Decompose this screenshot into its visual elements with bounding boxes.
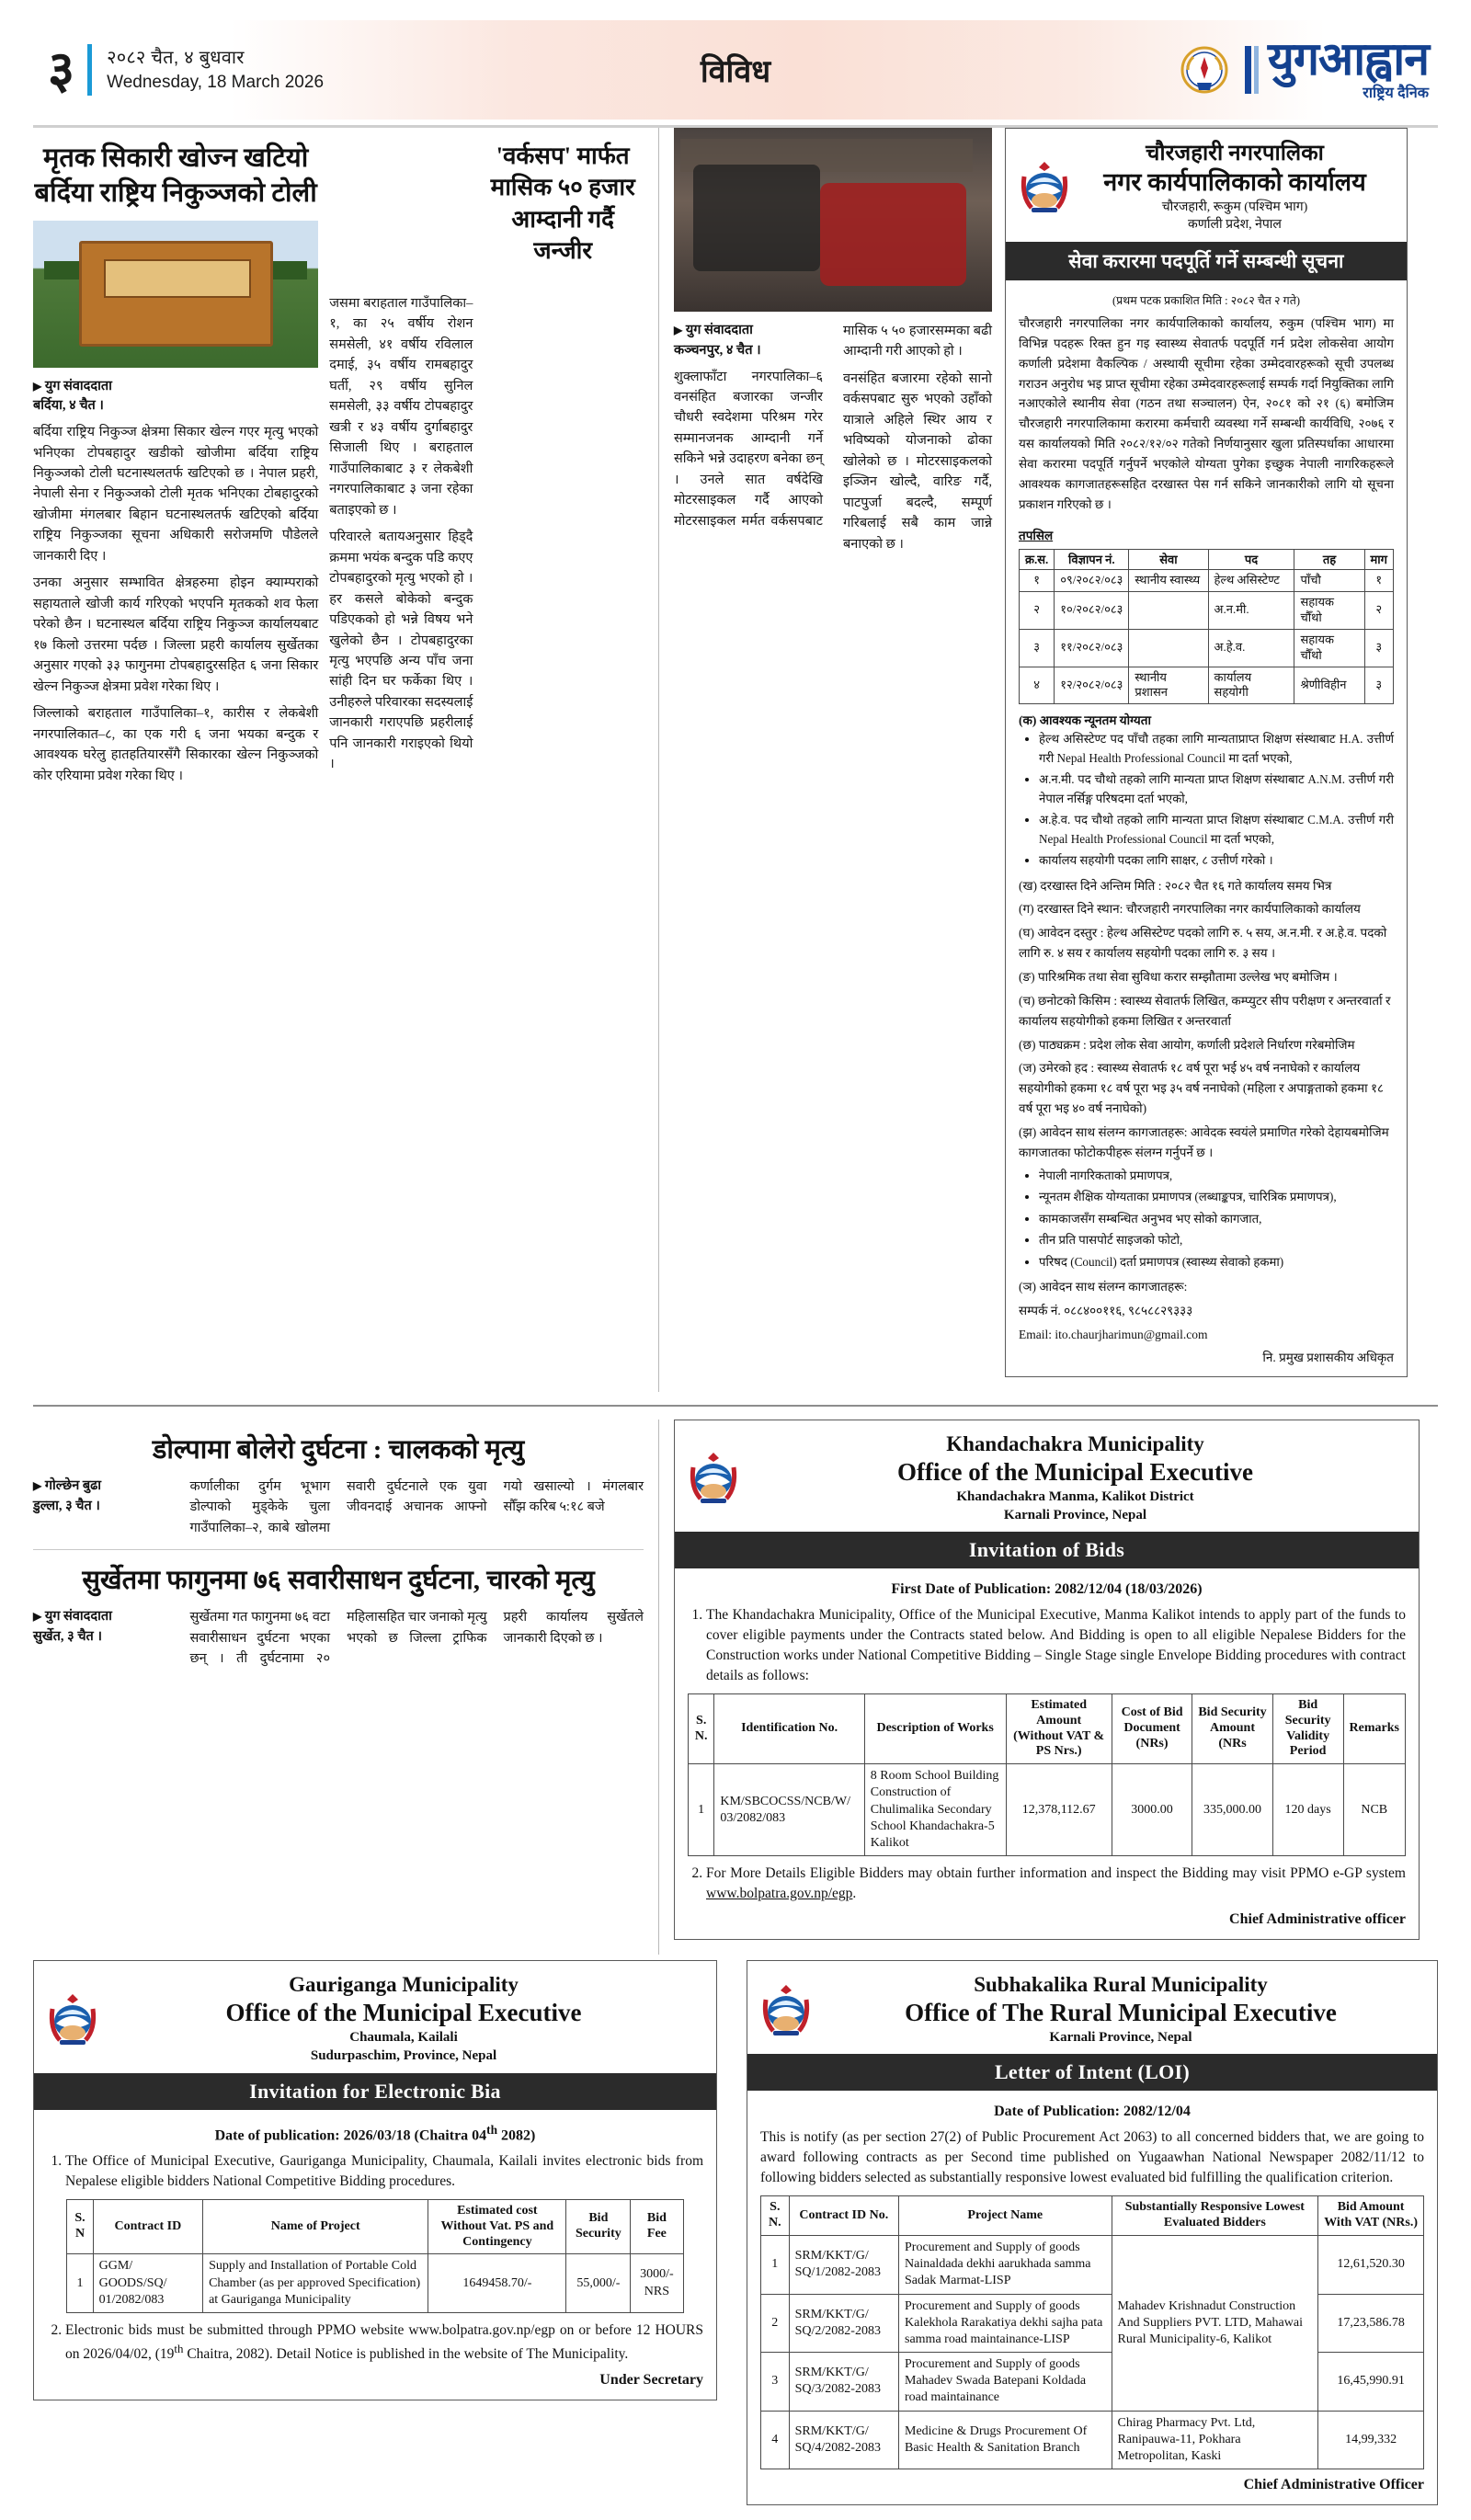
table-column-header: सेवा <box>1129 549 1208 570</box>
section-gha: (घ) आवेदन दस्तुर : हेल्थ असिस्टेण्ट पदको लागि रु. ५ सय, अ.न.मी. र अ.हे.व. पदको लागि रु. ४ सय र कार्यालय सहयोगी पदका लागि रु. ३ सय । <box>1019 926 1387 961</box>
table-cell-bidder: Chirag Pharmacy Pvt. Ltd, Ranipauwa-11, Pokhara Metropolitan, Kaski <box>1112 2411 1318 2469</box>
table-row <box>1020 667 1394 704</box>
article-hunter <box>33 128 329 792</box>
table-column-header: Cost of Bid Document (NRs) <box>1112 1694 1192 1764</box>
notice-address-line1: Chaumala, Kailali <box>349 2030 458 2046</box>
table-row <box>761 2235 1424 2294</box>
article-workshop <box>482 128 644 792</box>
notice-address-line1: चौरजहारी, रूकुम (पश्चिम भाग) <box>1161 200 1308 214</box>
notice-publication-date: First Date of Publication: 2082/12/04 (18/03/2026) <box>891 1581 1203 1598</box>
notice-column-bottom-left <box>33 1960 732 2520</box>
notice-address-line2: Karnali Province, Nepal <box>1003 1507 1147 1522</box>
table-header-row <box>761 2196 1424 2236</box>
table-column-header: Project Name <box>899 2196 1112 2236</box>
table-column-header: Bid Fee <box>631 2199 683 2253</box>
photo-bardiya-park-gate <box>33 221 318 368</box>
table-cell: ३ <box>1020 629 1055 667</box>
notice-title-line2: Office of The Rural Municipal Executive <box>905 1999 1337 2027</box>
table-cell: NCB <box>1343 1764 1406 1856</box>
section-nga: (ङ) पारिश्रमिक तथा सेवा सुविधा करार सम्झौतामा उल्लेख भए बमोजिम । <box>1019 969 1338 984</box>
subhakalika-loi-table <box>760 2195 1424 2469</box>
section-ka-heading: (क) आवश्यक न्यूनतम योग्यता <box>1019 713 1151 728</box>
table-cell: श्रेणीविहीन <box>1294 667 1364 704</box>
list-item: • कामकाजसँग सम्बन्धित अनुभव भए सोको कागजात, <box>1039 1210 1394 1228</box>
table-cell: 8 Room School Building Construction of Chulimalika Secondary School Khandachakra-5 Kalikot <box>864 1764 1006 1856</box>
khandachakra-bids-table <box>688 1693 1406 1856</box>
notice-title-line2: Office of the Municipal Executive <box>897 1457 1253 1486</box>
table-cell <box>1129 629 1208 667</box>
table-cell-bidder: Mahadev Krishnadut Construction And Suppliers PVT. LTD, Mahawai Rural Municipality-6, Kalikot <box>1112 2235 1318 2411</box>
table-column-header: Description of Works <box>864 1694 1006 1764</box>
table-cell: 3000/-NRS <box>631 2254 683 2313</box>
table-header-row <box>67 2199 683 2253</box>
list-item: • न्यूनतम शैक्षिक योग्यताका प्रमाणपत्र (लब्धाङ्कपत्र, चारित्रिक प्रमाणपत्र), <box>1039 1188 1394 1206</box>
table-cell <box>1129 592 1208 630</box>
table-column-header: S. N <box>67 2199 93 2253</box>
notice-signature: Under Secretary <box>599 2372 703 2389</box>
brand-tagline: राष्ट्रिय दैनिक <box>1363 86 1429 101</box>
section-title: विविध <box>700 54 771 89</box>
paragraph: सुर्खेतमा गत फागुनमा ७६ वटा सवारीसाधन दुर्घटना भएका छन् । ती दुर्घटनामा २० महिलासहित चार जनाको मृत्यु भएको छ जिल्ला ट्राफिक प्रहरी कार्यालय सुर्खेतले जानकारी दिएको छ । <box>189 1610 644 1667</box>
table-column-header: Estimated Amount (Without VAT & PS Nrs.) <box>1006 1694 1112 1764</box>
date-nepali: २०८२ चैत, ४ बुधवार <box>107 47 245 68</box>
notice-title-line2: Office of the Municipal Executive <box>225 1999 582 2027</box>
paragraph: जसमा बराहताल गाउँपालिका–१, का २५ वर्षीय रोशन समसेली, ४१ वर्षीय रविलाल दमाई, ३५ वर्षीय रामबहादुर घर्ती, २९ वर्षीय सुनिल समसेली, ३३ वर्षीय टोपबहादुर खत्री र ४३ वर्षीय दुर्गाबहादुर सिजाली थिए । बराहताल गाउँपालिकाबाट ३ र लेकबेशी नगरपालिकाबाट ३ जना रहेका बताइएको छ । <box>329 296 473 518</box>
table-column-header: Bid Security <box>566 2199 631 2253</box>
table-column-header: पद <box>1208 549 1294 570</box>
notice-items <box>688 1605 1406 1686</box>
table-cell: 55,000/- <box>566 2254 631 2313</box>
table-cell: 12,61,520.30 <box>1318 2235 1424 2294</box>
table-cell: GGM/ GOODS/SQ/ 01/2082/083 <box>93 2254 202 2313</box>
table-cell: १०/२०८२/०८३ <box>1055 592 1129 630</box>
masthead-divider <box>87 44 92 96</box>
table-column-header: Name of Project <box>203 2199 428 2253</box>
section-yna: (ञ) आवेदन साथ संलग्न कागजातहरू: <box>1019 1279 1188 1294</box>
table-cell: स्थानीय प्रशासन <box>1129 667 1208 704</box>
table-column-header: Identification No. <box>714 1694 864 1764</box>
contact-number: सम्पर्क नं. ०८८४००११६, ९८५८८२९३३३ <box>1019 1303 1193 1317</box>
middle-section <box>33 1420 1438 1956</box>
notice-items-2 <box>688 1864 1406 1904</box>
table-header-row <box>1020 549 1394 570</box>
notice-title-line1: Gauriganga Municipality <box>289 1973 519 1997</box>
list-item: • अ.न.मी. पद चौथो तहको लागि मान्यता प्राप्त शिक्षण संस्थाबाट A.N.M. उत्तीर्ण गरी नेपाल नर्सिङ्ग परिषदमा दर्ता भएको, <box>1039 770 1394 808</box>
section-jha: (झ) आवेदन साथ संलग्न कागजातहरू: आवेदक स्वयंले प्रमाणित गरेको देहायबमोजिम कागजातका फोटोकपीहरू संलग्न गर्नुपर्ने छ । <box>1019 1124 1389 1159</box>
notice-address-line2: Sudurpaschim, Province, Nepal <box>310 2048 497 2064</box>
right-column-top <box>658 128 1420 1392</box>
table-cell: 12,378,112.67 <box>1006 1764 1112 1856</box>
table-cell: 16,45,990.91 <box>1318 2353 1424 2412</box>
table-row <box>1020 592 1394 630</box>
table-column-header: Substantially Responsive Lowest Evaluated Bidders <box>1112 2196 1318 2236</box>
table-cell: अ.न.मी. <box>1208 592 1294 630</box>
table-cell: 3 <box>761 2353 790 2412</box>
article-hunter-overflow <box>329 128 482 792</box>
table-cell: 1 <box>689 1764 714 1856</box>
article-surkhet-byline: ▶ युग संवाददाता सुर्खेत, ३ चैत । <box>33 1609 112 1645</box>
notice-items-2 <box>47 2320 703 2365</box>
list-item: • परिषद (Council) दर्ता प्रमाणपत्र (स्वास्थ्य सेवाको हकमा) <box>1039 1253 1394 1271</box>
chaurjahari-posts-table <box>1019 549 1394 705</box>
article-workshop-headline: 'वर्कसप' मार्फत मासिक ५० हजार आम्दानी गर्दै जन्जीर <box>490 143 635 264</box>
notice-title-line1: Subhakalika Rural Municipality <box>974 1973 1268 1997</box>
notice-item-1: 1. The Khandachakra Municipality, Office of the Municipal Executive, Manma Kalikot intends to apply part of the funds to cover eligible payments under the Contracts stated below. And Bidding is open to all eligible Nepalese Bidders for the Construction works under National Competitive Bidding – Single Stage single Envelope Bidding procedures with contract details as follows: <box>706 1605 1406 1686</box>
brand-block <box>1177 33 1438 102</box>
table-cell: SRM/KKT/G/ SQ/4/2082-2083 <box>789 2411 898 2469</box>
notice-ribbon-title: सेवा करारमा पदपूर्ति गर्ने सम्बन्धी सूचना <box>1006 242 1407 280</box>
newspaper-page <box>0 20 1471 2493</box>
section-chha: (छ) पाठ्यक्रम : प्रदेश लोक सेवा आयोग, कर्णाली प्रदेशले निर्धारण गरेबमोजिम <box>1019 1037 1355 1052</box>
section-ga: (ग) दरखास्त दिने स्थान: चौरजहारी नगरपालिका नगर कार्यपालिकाको कार्यालय <box>1019 902 1361 917</box>
table-cell: 1 <box>67 2254 93 2313</box>
table-cell: 4 <box>761 2411 790 2469</box>
table-cell: ४ <box>1020 667 1055 704</box>
paragraph: उनका अनुसार सम्भावित क्षेत्रहरुमा होइन क्याम्पराको सहायताले खोजी कार्य गरिएको भएपनि मृतकको शव फेला परेको छैन । घटनास्थल बर्दिया राष्ट्रिय निकुञ्ज कार्यालयबाट १७ किलो उत्तरमा पर्दछ । जिल्ला प्रहरी कार्यालय सुर्खेतका अनुसार गएको ३३ फागुनमा टोपबहादुरसहित ६ जना सिकार खेल्न निकुञ्ज क्षेत्रमा प्रवेश गरेका थिए । <box>33 576 319 694</box>
notice-address-line2: कर्णाली प्रदेश, नेपाल <box>1188 218 1282 233</box>
section-ka-bullets <box>1019 730 1394 870</box>
notice-ribbon-title: Invitation of Bids <box>675 1532 1419 1568</box>
table-cell: ०९/२०८२/०८३ <box>1055 570 1129 592</box>
table-cell: Procurement and Supply of goods Mahadev Swada Batepani Koldada road maintainance <box>899 2353 1112 2412</box>
article-workshop-body <box>674 128 1005 1392</box>
news-column-middle <box>33 1420 658 1956</box>
table-cell: ३ <box>1364 667 1394 704</box>
news-column-left <box>33 128 658 1392</box>
article-hunter-headline: मृतक सिकारी खोज्न खटियो बर्दिया राष्ट्रिय निकुञ्जको टोली <box>34 143 317 209</box>
table-cell: SRM/KKT/G/ SQ/2/2082-2083 <box>789 2294 898 2353</box>
nepal-emblem-icon <box>688 1449 739 1506</box>
notice-signature: Chief Administrative officer <box>1229 1911 1406 1928</box>
bottom-section <box>33 1960 1438 2520</box>
section-jha-bullets <box>1019 1167 1394 1271</box>
notice-intro: चौरजहारी नगरपालिका नगर कार्यपालिकाको कार्यालय, रुकुम (पश्चिम भाग) मा विभिन्न पदहरू रिक्त हुन गइ स्वास्थ्य सेवातर्फ पदपूर्ति गर्न प्रदेश लोकसेवा आयोग कर्णाली प्रदेशमा वैकल्पिक / अस्थायी सूचीमा रहेका उम्मेदवारहरूको सूची उपलब्ध गराउन अनुरोध भइ प्राप्त सूचीमा रहेका उम्मेदवारहरूलाई सम्पर्क गर्दा नियुक्तिका लागि नआएकोले स्थानीय सेवा (गठन तथा सञ्चालन) ऐन, २०८१ को २१ (६) बमोजिम चौरजहारी नगरपालिकामा करारमा कर्मचारी व्यवस्था गर्ने सम्बन्धी कार्यविधि, २०७६ र यस कार्यालयको मिति २०८२/१२/०२ गतेको निर्णयानुसार खुला प्रतिस्पर्धाका आधारमा सेवा करारमा पदपूर्ति गर्नुपर्ने भएकोले योग्यता पुगेका इच्छुक नेपाली नागरिकहरूले आवश्यक कागजातहरूसहित दरखास्त पेस गर्न सकिने जानकारीको लागि यो सूचना प्रकाशन गरिएको छ । <box>1019 315 1394 511</box>
notice-column-middle <box>658 1420 1420 1956</box>
notice-title-line2: नगर कार्यपालिकाको कार्यालय <box>1103 168 1366 196</box>
table-cell: पाँचौ <box>1294 570 1364 592</box>
notice-khandachakra <box>674 1420 1420 1941</box>
section-ja: (ज) उमेरको हद : स्वास्थ्य सेवातर्फ १८ वर्ष पूरा भई ४५ वर्ष ननाघेको र कार्यालय सहयोगीको हकमा १८ वर्ष पूरा भइ ३५ वर्ष ननाघेको (महिला र अपाङ्गताको हकमा १८ वर्ष पूरा भइ ४० वर्ष ननाघेको) <box>1019 1061 1385 1116</box>
table-column-header: Contract ID No. <box>789 2196 898 2236</box>
paragraph: परिवारले बतायअनुसार हिड्दै क्रममा भयंक बन्दुक पडि कएए टोपबहादुरको मृत्यु भएको हो । हर कसले बोकेको बन्दुक पडिएकको हो भन्ने विषय भने खुलेको छैन । टोपबहादुरका मृत्यु भएपछि अन्य पाँच जना सांही दिन घर फर्केका थिए । उनीहरुले परिवारका सदस्यलाई जानकारी गराएपछि प्रहरीलाई पनि जानकारी गराइएको थियो । <box>329 530 473 772</box>
table-cell: १ <box>1364 570 1394 592</box>
table-cell: KM/SBCOCSS/NCB/W/ 03/2082/083 <box>714 1764 864 1856</box>
table-column-header: क्र.स. <box>1020 549 1055 570</box>
table-row <box>761 2411 1424 2469</box>
notice-item-2: 2. For More Details Eligible Bidders may obtain further information and inspect the Bidding may visit PPMO e-GP system www.bolpatra.gov.np/egp. <box>706 1864 1406 1904</box>
section-cha: (च) छनोटको किसिम : स्वास्थ्य सेवातर्फ लिखित, कम्प्युटर सीप परीक्षण र अन्तरवार्ता र कार्यालय सहयोगीको हकमा लिखित र अन्तरवार्ता <box>1019 993 1391 1028</box>
table-cell: १२/२०८२/०८३ <box>1055 667 1129 704</box>
table-cell: अ.हे.व. <box>1208 629 1294 667</box>
nepal-emblem-icon <box>760 1981 812 2038</box>
table-row <box>761 2353 1424 2412</box>
nepal-emblem-icon <box>47 1990 98 2047</box>
table-row <box>761 2294 1424 2353</box>
masthead-date <box>107 46 324 95</box>
table-cell: Supply and Installation of Portable Cold Chamber (as per approved Specification) at Gauriganga Municipality <box>203 2254 428 2313</box>
list-item: • अ.हे.व. पद चौथो तहको लागि मान्यता प्राप्त शिक्षण संस्थाबाट C.M.A. उत्तीर्ण गरी Nepal Health Professional Council मा दर्ता भएको, <box>1039 811 1394 849</box>
paragraph: वनसंहित बजारमा रहेको सानो वर्कसपबाट सुरु भएको उहाँको यात्राले अहिले स्थिर आय र भविष्यको योजनाको ढोका खोलेको छ । मोटरसाइकलको इञ्जिन खोल्दै, वारिङ गर्दै, पाटपुर्जा बदल्दै, सम्पूर्ण गरिबलाई सबै काम जान्ने बनाएको छ । <box>843 371 992 552</box>
notice-intro: This is notify (as per section 27(2) of Public Procurement Act 2063) to all concerned bidders that, we are going to award following contracts as per Second time published on Yugaawhan National Newspaper 2082/11/12 to following bidders selected as substantially responsive lowest evaluated bid fulfilling the qualification criterion. <box>760 2129 1424 2186</box>
table-cell: २ <box>1364 592 1394 630</box>
table-row <box>1020 570 1394 592</box>
notice-signature: Chief Administrative Officer <box>1243 2477 1424 2493</box>
list-item: • तीन प्रति पासपोर्ट साइजको फोटो, <box>1039 1231 1394 1249</box>
notice-title-line1: Khandachakra Municipality <box>946 1431 1204 1455</box>
table-cell: SRM/KKT/G/ SQ/3/2082-2083 <box>789 2353 898 2412</box>
table-cell: Medicine & Drugs Procurement Of Basic Health & Sanitation Branch <box>899 2411 1112 2469</box>
article-dolpa-byline: ▶ गोल्छेन बुढा डुल्ला, ३ चैत । <box>33 1477 102 1513</box>
notice-column-bottom-right <box>732 1960 1438 2520</box>
notice-address-line1: Karnali Province, Nepal <box>1049 2030 1192 2046</box>
table-column-header: Estimated cost Without Vat. PS and Contingency <box>428 2199 566 2253</box>
notice-ribbon-title: Invitation for Electronic Bia <box>34 2073 716 2110</box>
list-item: • हेल्थ असिस्टेण्ट पद पाँचौ तहका लागि मान्यताप्राप्त शिक्षण संस्थाबाट H.A. उत्तीर्ण गरी Nepal Health Professional Council मा दर्ता भएको, <box>1039 730 1394 768</box>
notice-items <box>47 2151 703 2192</box>
table-cell: 2 <box>761 2294 790 2353</box>
table-cell: २ <box>1020 592 1055 630</box>
section-kha: (ख) दरखास्त दिने अन्तिम मिति : २०८२ चैत १६ गते कार्यालय समय भित्र <box>1019 878 1332 893</box>
notice-item-2: 2. Electronic bids must be submitted through PPMO website www.bolpatra.gov.np/egp on or before 12 HOURS on 2026/04/02, (19th Chaitra, 2082). Detail Notice is published in the website of The Municipality. <box>65 2320 703 2365</box>
notice-title-line1: चौरजहारी नगरपालिका <box>1146 142 1324 165</box>
tapasil-label: तपसिल <box>1019 528 1054 542</box>
table-column-header: Contract ID <box>93 2199 202 2253</box>
table-cell: 3000.00 <box>1112 1764 1192 1856</box>
notice-publication-date: Date of Publication: 2082/12/04 <box>994 2104 1191 2120</box>
page-number: ३ <box>48 40 75 98</box>
brand-name: युगआह्वान <box>1267 33 1429 85</box>
date-english: Wednesday, 18 March 2026 <box>107 72 325 92</box>
paragraph: शुक्लाफाँटा नगरपालिका–६ वनसंहित बजारका जन्जीर चौधरी स्वदेशमा परिश्रम गरेर सम्मानजनक आम्दानी गर्ने सकिने भन्ने उदाहरण बनेका छन् । उनले सात वर्षदेखि मोटरसाइकल गर्दै आएको मोटरसाइकल मर्मत वर्कसपबाट मासिक ५ ५० हजारसम्मका बढी आम्दानी गरी आएको हो । <box>674 324 992 529</box>
table-header-row <box>689 1694 1406 1764</box>
table-cell: ११/२०८२/०८३ <box>1055 629 1129 667</box>
table-column-header: Bid Security Validity Period <box>1272 1694 1343 1764</box>
masthead <box>33 20 1438 120</box>
notice-subhakalika <box>747 1960 1438 2505</box>
article-dolpa-headline: डोल्पामा बोलेरो दुर्घटना : चालकको मृत्यु <box>152 1434 525 1465</box>
table-column-header: Bid Security Amount (NRs <box>1192 1694 1273 1764</box>
list-item: • कार्यालय सहयोगी पदका लागि साक्षर, ८ उत्तीर्ण गरेको । <box>1039 851 1394 870</box>
notice-address-line1: Khandachakra Manma, Kalikot District <box>956 1488 1194 1504</box>
section-divider <box>33 1405 1438 1407</box>
table-column-header: S. N. <box>689 1694 714 1764</box>
gauriganga-bids-table <box>66 2199 683 2313</box>
article-hunter-byline: ▶ युग संवाददाता बर्दिया, ४ चैत । <box>33 378 112 414</box>
table-column-header: तह <box>1294 549 1364 570</box>
article-surkhet-headline: सुर्खेतमा फागुनमा ७६ सवारीसाधन दुर्घटना, चारको मृत्यु <box>82 1566 595 1596</box>
table-cell: कार्यालय सहयोगी <box>1208 667 1294 704</box>
table-cell: Procurement and Supply of goods Nainaldada dekhi aarukhada samma Sadak Marmat-LISP <box>899 2235 1112 2294</box>
paragraph: कर्णालीका दुर्गम भूभाग डोल्पाको मुड्केके चुला गाउँपालिका–२, काबे खोलमा सवारी दुर्घटनाले एक युवा जीवनदाई अचानक आफ्नो गयो खसाल्यो । मंगलबार सौँझ करिब ५:१८ बजे <box>189 1478 644 1535</box>
table-cell: हेल्थ असिस्टेण्ट <box>1208 570 1294 592</box>
table-cell: सहायक चौँथो <box>1294 629 1364 667</box>
table-cell: 14,99,332 <box>1318 2411 1424 2469</box>
article-workshop-byline: ▶ युग संवाददाता कञ्चनपुर, ४ चैत । <box>674 323 761 358</box>
table-cell: 335,000.00 <box>1192 1764 1273 1856</box>
egp-link[interactable]: www.bolpatra.gov.np/egp <box>706 1886 853 1902</box>
paragraph: बर्दिया राष्ट्रिय निकुञ्ज क्षेत्रमा सिकार खेल्न गएर मृत्यु भएको भनिएका टोपबहादुर खडीको खोजीमा बर्दिया राष्ट्रिय निकुञ्जको टोली घटनास्थलतर्फ खटिएको छ । नेपाल प्रहरी, नेपाली सेना र निकुञ्जको टोली मृतक भनिएका टोबहादुरको खोजीमा मंगलबार बिहान घटनास्थलतर्फ खटिएको बर्दिया राष्ट्रिय निकुञ्जका सूचना अधिकारी सरोजमणि पौडेलले जानकारी दिए । <box>33 425 319 564</box>
table-row <box>67 2254 683 2313</box>
list-item: • नेपाली नागरिकताको प्रमाणपत्र, <box>1039 1167 1394 1185</box>
brand-rule <box>1245 46 1259 94</box>
notice-item-1: 1. The Office of Municipal Executive, Gauriganga Municipality, Chaumala, Kailali invites electronic bids from Nepalese eligible bidders National Competitive Bidding procedures. <box>65 2151 703 2192</box>
notice-gauriganga <box>33 1960 717 2400</box>
table-cell: 17,23,586.78 <box>1318 2294 1424 2353</box>
table-column-header: S. N. <box>761 2196 790 2236</box>
notice-signature: नि. प्रमुख प्रशासकीय अधिकृत <box>1262 1350 1394 1364</box>
table-cell: 1649458.70/- <box>428 2254 566 2313</box>
table-column-header: माग <box>1364 549 1394 570</box>
table-cell: Procurement and Supply of goods Kalekhola Rarakatiya dekhi sajha pata samma road maintainance-LISP <box>899 2294 1112 2353</box>
photo-motorcycle-workshop <box>674 128 992 312</box>
table-column-header: Bid Amount With VAT (NRs.) <box>1318 2196 1424 2236</box>
table-column-header: Remarks <box>1343 1694 1406 1764</box>
table-cell: 120 days <box>1272 1764 1343 1856</box>
notice-chaurjahari <box>1005 128 1408 1392</box>
table-cell: 1 <box>761 2235 790 2294</box>
notice-publication-date: (प्रथम पटक प्रकाशित मिति : २०८२ चैत २ गते) <box>1112 293 1300 307</box>
top-section <box>33 128 1438 1392</box>
notice-ribbon-title: Letter of Intent (LOI) <box>747 2054 1437 2091</box>
paragraph: जिल्लाको बराहताल गाउँपालिका–१, कारीस र लेकबेशी नगरपालिकात–८, का एक गरी ६ जना भयका बन्दुक र आवश्यक घरेलु हातहतियारसँगै सिकारका खेल्न निकुञ्जको कोर एरियामा प्रवेश गरेका थिए । <box>33 706 319 783</box>
table-row <box>689 1764 1406 1856</box>
nepal-emblem-icon <box>1019 158 1070 215</box>
table-cell: सहायक चौँथो <box>1294 592 1364 630</box>
notice-publication-date: Date of publication: 2026/03/18 (Chaitra 04th 2082) <box>214 2122 536 2143</box>
table-cell: SRM/KKT/G/ SQ/1/2082-2083 <box>789 2235 898 2294</box>
contact-email[interactable]: Email: ito.chaurjharimun@gmail.com <box>1019 1327 1208 1341</box>
table-cell: ३ <box>1364 629 1394 667</box>
table-cell: १ <box>1020 570 1055 592</box>
table-row <box>1020 629 1394 667</box>
award-seal-icon <box>1177 42 1232 97</box>
table-column-header: विज्ञापन नं. <box>1055 549 1129 570</box>
table-cell: स्थानीय स्वास्थ्य <box>1129 570 1208 592</box>
